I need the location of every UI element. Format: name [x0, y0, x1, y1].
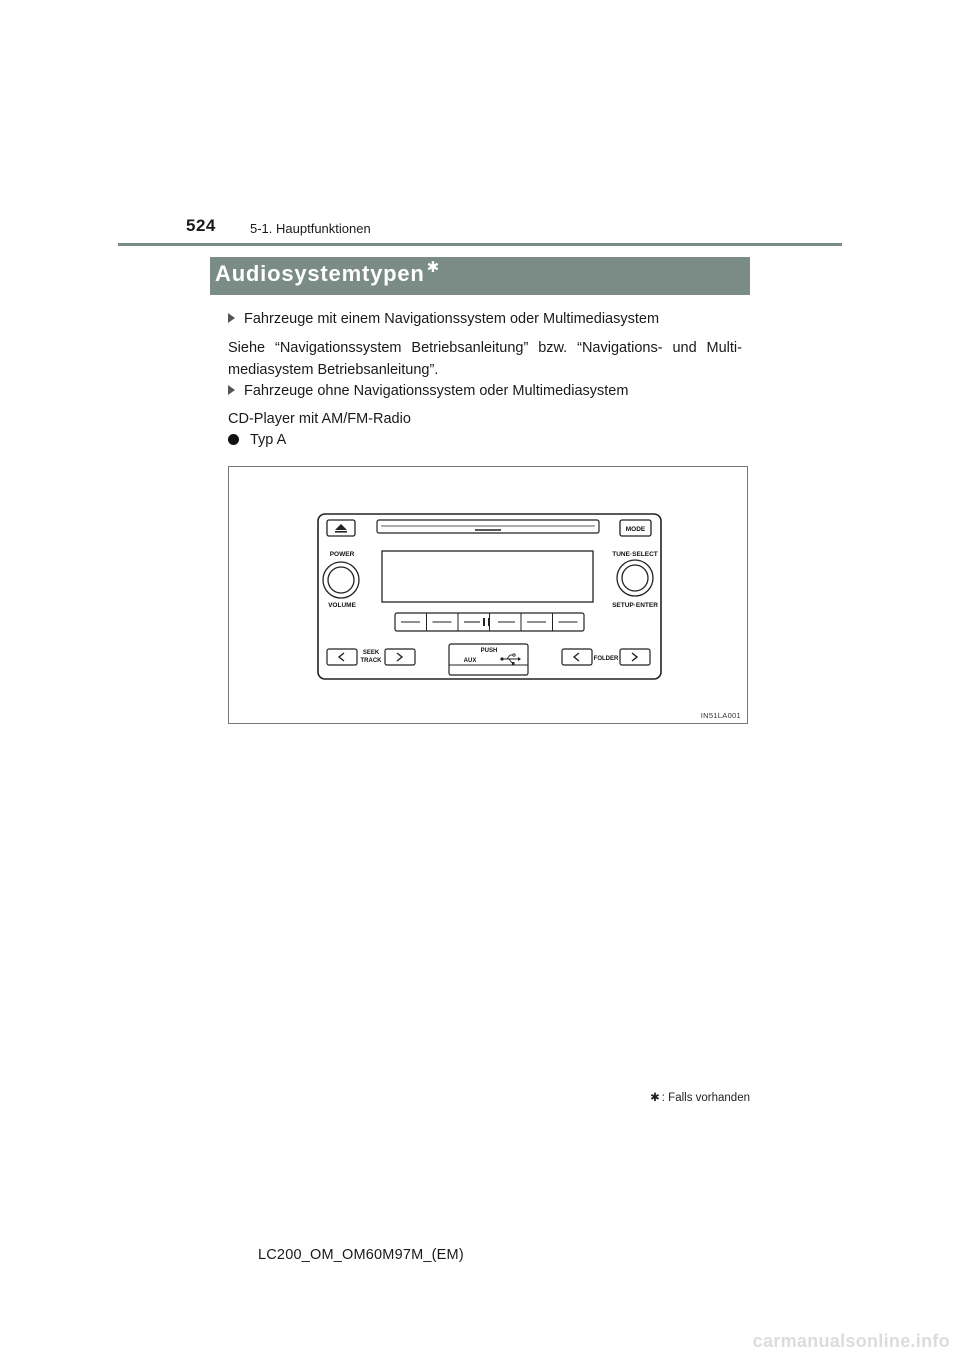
optional-marker: ✱ — [426, 259, 440, 276]
watermark[interactable]: carmanualsonline.info — [752, 1331, 950, 1351]
mode-label: MODE — [625, 526, 646, 533]
section-title: Audiosystemtypen — [215, 261, 425, 286]
tune-select-label: TUNE·SELECT — [612, 551, 658, 558]
type-label — [228, 432, 286, 448]
folder-back-button — [562, 649, 592, 665]
section-title-bar — [210, 257, 750, 295]
tune-select-knob — [617, 560, 653, 596]
bullet-text: Fahrzeuge ohne Navigationssystem oder Multimediasystem — [244, 383, 629, 399]
power-volume-knob — [323, 562, 359, 598]
audio-unit-figure — [228, 466, 748, 724]
preset-buttons — [395, 613, 584, 631]
setup-enter-label: SETUP·ENTER — [612, 602, 658, 609]
usb-icon — [500, 654, 521, 665]
document-id: LC200_OM_OM60M97M_(EM) — [258, 1247, 464, 1263]
page-number: 524 — [186, 216, 216, 235]
volume-label: VOLUME — [328, 602, 356, 609]
aux-label: AUX — [463, 658, 477, 664]
track-label: TRACK — [360, 658, 382, 664]
header-rule — [118, 243, 842, 246]
footnote-text: : Falls vorhanden — [661, 1092, 750, 1104]
dot-bullet-icon — [228, 434, 239, 445]
display-screen — [382, 551, 593, 602]
mode-button — [620, 520, 651, 536]
figure-id: IN51LA001 — [700, 711, 741, 720]
seek-label: SEEK — [362, 650, 380, 656]
type-label-text: Typ A — [250, 432, 287, 448]
eject-button — [327, 520, 355, 536]
triangle-bullet-icon — [228, 385, 235, 395]
paragraph-cd-player: CD-Player mit AM/FM-Radio — [228, 411, 411, 427]
bullet-item-no-navigation — [228, 383, 628, 399]
seek-track-forward-button — [385, 649, 415, 665]
push-label: PUSH — [480, 648, 498, 654]
folder-label: FOLDER — [593, 656, 619, 662]
audio-unit-illustration — [229, 467, 747, 723]
paragraph-reference: Siehe “Navigationssystem Betriebsanleitung” bzw. “Navigations- und Multi-mediasystem Betriebsanleitung”. — [228, 340, 742, 378]
cd-slot — [377, 520, 599, 533]
section-label: 5-1. Hauptfunktionen — [250, 221, 371, 236]
triangle-bullet-icon — [228, 313, 235, 323]
power-label: POWER — [329, 551, 355, 558]
bullet-text: Fahrzeuge mit einem Navigationssystem oder Multimediasystem — [244, 311, 660, 327]
seek-track-back-button — [327, 649, 357, 665]
asterisk-icon: ✱ — [650, 1092, 660, 1104]
bullet-item-navigation — [228, 311, 659, 327]
footnote — [620, 1090, 750, 1104]
folder-forward-button — [620, 649, 650, 665]
